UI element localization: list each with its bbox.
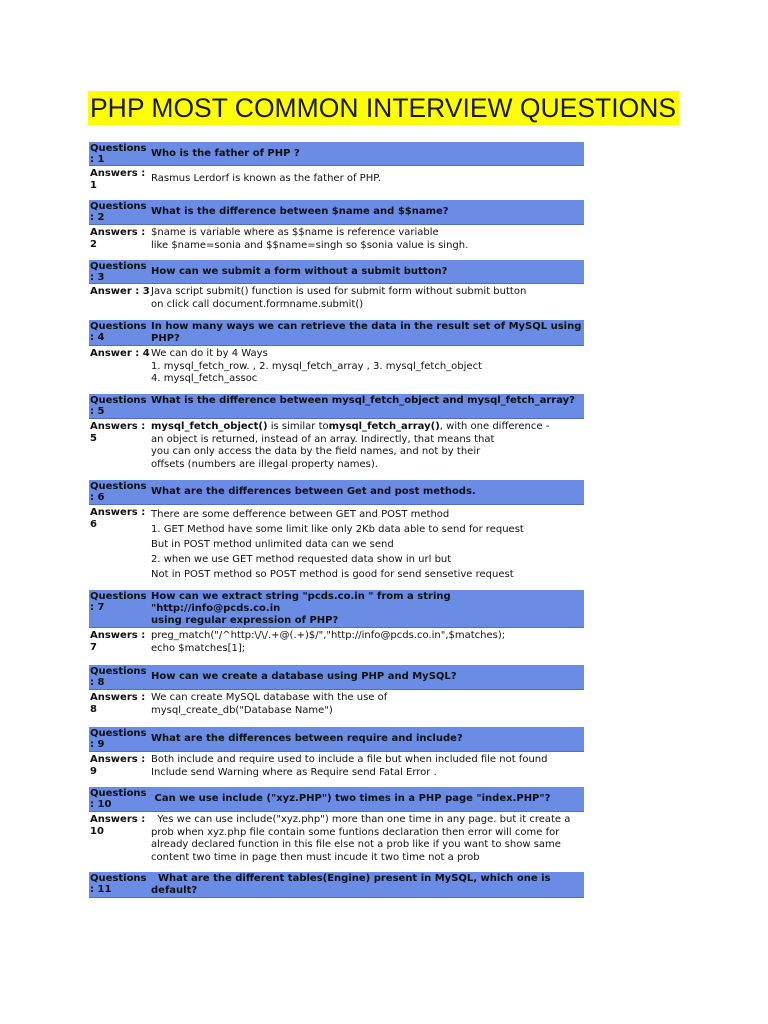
- question-line: How can we extract string "pcds.co.in " from a string: [151, 591, 451, 602]
- answer-line: like $name=sonia and $$name=singh so $sonia value is singh.: [151, 239, 469, 251]
- answer-line: you can only access the data by the field names, and not by their: [151, 446, 481, 457]
- answer-line: content two time in page then must incude it two time not a prob: [151, 851, 480, 863]
- answer-line: 4. mysql_fetch_assoc: [151, 373, 258, 384]
- question-text: How can we create a database using PHP and MySQL?: [151, 671, 457, 682]
- qa-item-8: [89, 665, 584, 717]
- qa-item-1: [89, 142, 584, 192]
- question-text: What is the difference between $name and $$name?: [151, 206, 449, 217]
- answer-line: prob when xyz.php file contain some funtions declaration then error will come for: [151, 826, 560, 838]
- answer-row: [89, 168, 584, 192]
- answer-line: Java script submit() function is used for submit form without submit button: [151, 286, 527, 297]
- question-label: Questions : 4: [90, 321, 147, 343]
- answer-row: [89, 507, 584, 582]
- question-text: How can we submit a form without a submit button?: [151, 265, 448, 277]
- answer-label: Answer : 3: [90, 286, 150, 297]
- answer-line: 1. mysql_fetch_row. , 2. mysql_fetch_array , 3. mysql_fetch_object: [151, 360, 482, 372]
- answer-line: We can create MySQL database with the use of: [151, 692, 388, 703]
- answer-fragment: , with one difference -: [439, 421, 550, 432]
- question-line: "http://info@pcds.co.in: [151, 603, 281, 614]
- answer-line: We can do it by 4 Ways: [151, 348, 268, 359]
- answer-row: [89, 348, 584, 386]
- answer-label: Answers : 8: [90, 692, 146, 715]
- question-row: [89, 394, 584, 419]
- question-text: Who is the father of PHP ?: [151, 147, 300, 159]
- question-row: [89, 872, 584, 898]
- answer-text: [151, 754, 584, 779]
- question-label: Questions : 9: [90, 728, 147, 750]
- answer-text: [151, 814, 584, 864]
- qa-item-3: [89, 260, 584, 311]
- answer-line: 1. GET Method have some limit like only 2Kb data able to send for request: [151, 524, 524, 535]
- answer-label: Answers : 6: [90, 507, 146, 530]
- answer-row: [89, 754, 584, 779]
- answer-text: [151, 692, 584, 717]
- question-label: Questions : 2: [90, 201, 147, 223]
- question-label: Questions : 7: [90, 591, 147, 613]
- question-label: Questions : 8: [90, 666, 147, 688]
- answer-line: Not in POST method so POST method is good for send sensetive request: [151, 569, 514, 580]
- answer-label: Answer : 4: [90, 348, 150, 359]
- answer-label: Answers : 5: [90, 421, 146, 444]
- answer-line: offsets (numbers are illegal property names).: [151, 458, 378, 470]
- qa-item-4: [89, 320, 584, 386]
- answer-text: [151, 227, 584, 252]
- question-line: using regular expression of PHP?: [151, 615, 339, 626]
- answer-line: on click call document.formname.submit(): [151, 298, 364, 310]
- question-label: Questions : 6: [90, 481, 147, 503]
- question-text: What are the different tables(Engine) present in MySQL, which one is default?: [151, 873, 554, 896]
- answer-line: There are some defference between GET and POST method: [151, 509, 450, 520]
- qa-item-9: [89, 727, 584, 779]
- question-label: Questions : 11: [90, 873, 147, 895]
- qa-item-10: [89, 787, 584, 864]
- answer-line: Both include and require used to include a file but when included file not found: [151, 754, 548, 765]
- answer-row: [89, 227, 584, 252]
- answer-fragment: is similar to: [267, 421, 329, 432]
- question-row: [89, 787, 584, 812]
- answer-line: But in POST method unlimited data can we send: [151, 539, 394, 550]
- question-text: What are the differences between Get and post methods.: [151, 486, 476, 497]
- answer-text: [151, 507, 584, 582]
- answer-line: echo $matches[1];: [151, 642, 246, 654]
- question-text: What is the difference between mysql_fetch_object and mysql_fetch_array?: [151, 395, 575, 406]
- qa-item-5: [89, 394, 584, 471]
- answer-line: Include send Warning where as Require send Fatal Error .: [151, 766, 437, 778]
- question-text: What are the differences between require and include?: [151, 733, 463, 744]
- answer-label: Answers : 7: [90, 630, 146, 653]
- question-row: [89, 727, 584, 752]
- question-label: Questions : 10: [90, 788, 147, 810]
- answer-row: [89, 630, 584, 655]
- question-text: Can we use include ("xyz.PHP") two times in a PHP page "index.PHP"?: [151, 793, 551, 804]
- question-row: [89, 590, 584, 628]
- function-name: mysql_fetch_object(): [151, 421, 268, 432]
- answer-label: Answers : 2: [90, 227, 146, 250]
- page-title: PHP MOST COMMON INTERVIEW QUESTIONS: [88, 91, 679, 125]
- qa-item-7: [89, 590, 584, 655]
- qa-item-2: [89, 200, 584, 252]
- question-text: In how many ways we can retrieve the data in the result set of MySQL using PHP?: [151, 321, 582, 344]
- question-row: [89, 480, 584, 505]
- question-row: [89, 665, 584, 690]
- answer-line: already declared function in this file else not a prob like if you want to show same: [151, 839, 561, 850]
- answer-line: [151, 421, 584, 434]
- answer-row: [89, 814, 584, 864]
- answer-line: Rasmus Lerdorf is known as the father of PHP.: [151, 173, 381, 184]
- answer-label: Answers : 9: [90, 754, 146, 777]
- question-row: [89, 142, 584, 166]
- question-row: [89, 320, 584, 346]
- answer-text: [151, 286, 584, 311]
- answer-text: [151, 630, 584, 655]
- answer-row: [89, 286, 584, 311]
- answer-row: [89, 421, 584, 471]
- answer-text: [151, 421, 584, 471]
- answer-line: $name is variable where as $$name is reference variable: [151, 227, 439, 238]
- question-row: [89, 260, 584, 284]
- question-label: Questions : 3: [90, 261, 147, 283]
- answer-line: preg_match("/^http:\/\/.+@(.+)$/","http://info@pcds.co.in",$matches);: [151, 630, 506, 641]
- answer-line: mysql_create_db("Database Name"): [151, 704, 333, 716]
- qa-item-11: [89, 872, 584, 898]
- question-row: [89, 200, 584, 225]
- answer-text: [151, 168, 584, 192]
- answer-line: Yes we can use include("xyz.php") more than one time in any page. but it create a: [151, 814, 571, 825]
- answer-label: Answers : 1: [90, 168, 146, 191]
- qa-item-6: [89, 480, 584, 582]
- question-label: Questions : 5: [90, 395, 147, 417]
- answer-label: Answers : 10: [90, 814, 146, 837]
- answer-row: [89, 692, 584, 717]
- function-name: mysql_fetch_array(): [328, 421, 440, 432]
- answer-line: 2. when we use GET method requested data show in url but: [151, 554, 452, 565]
- question-text: [151, 590, 584, 628]
- answer-text: [151, 348, 584, 386]
- answer-line: an object is returned, instead of an array. Indirectly, that means that: [151, 433, 495, 445]
- question-label: Questions : 1: [90, 143, 147, 165]
